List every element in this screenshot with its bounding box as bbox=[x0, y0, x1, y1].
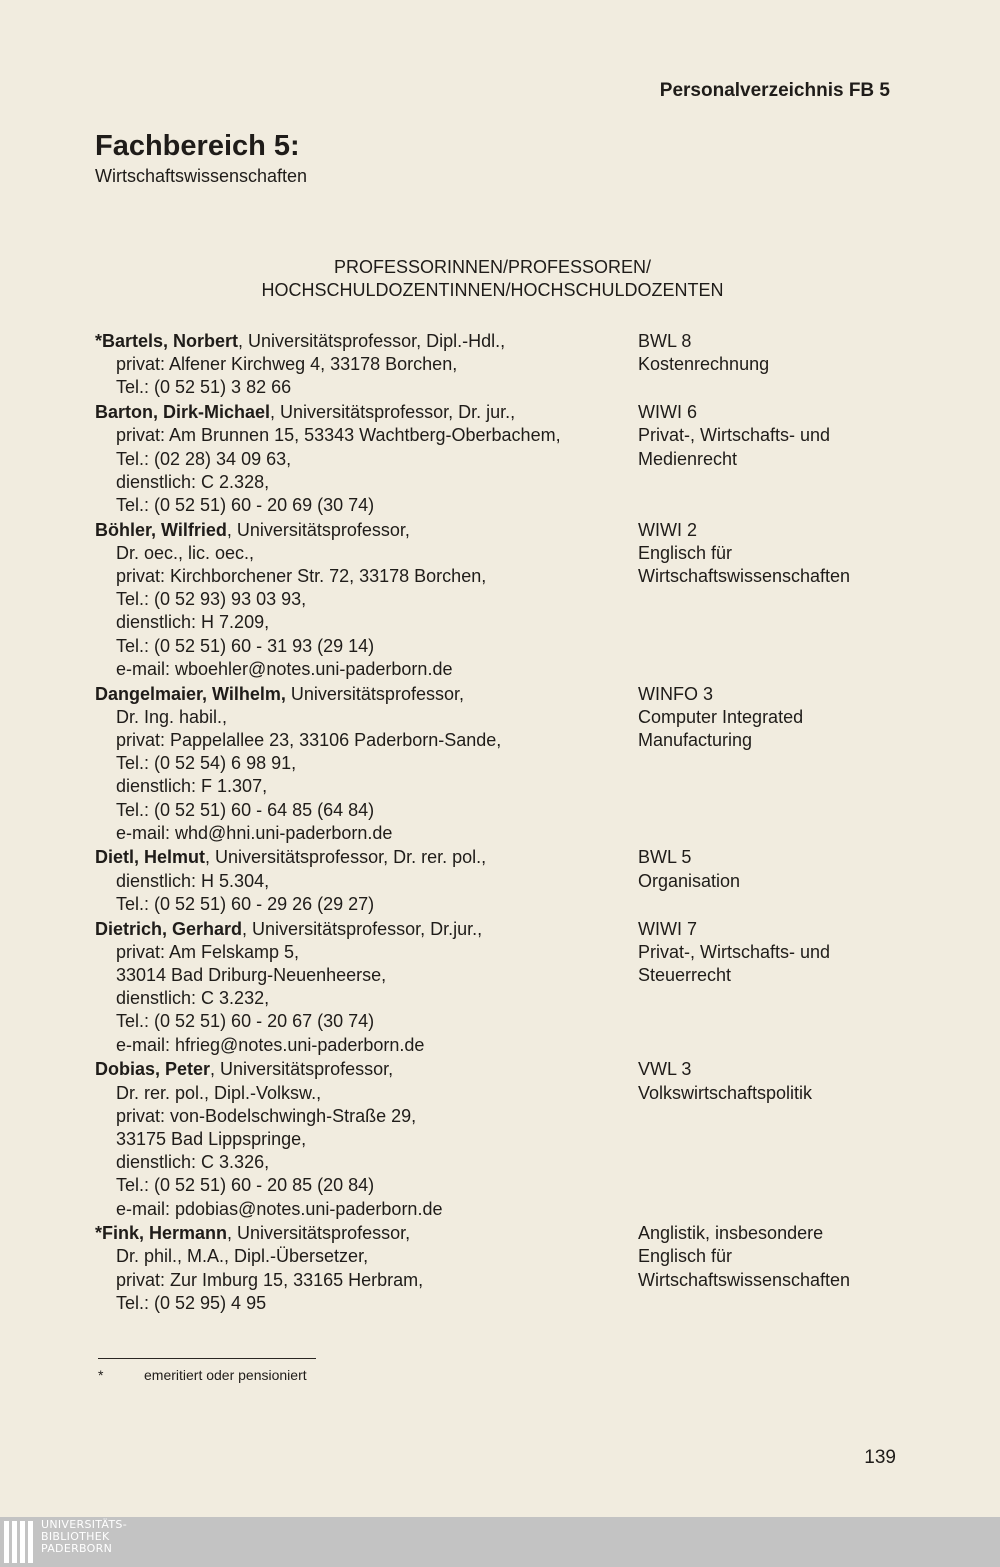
staff-entry-details bbox=[95, 683, 638, 845]
subject-area-line: Englisch für bbox=[638, 1246, 733, 1267]
staff-name-line bbox=[95, 401, 638, 424]
subject-area-line: WINFO 3 bbox=[638, 683, 713, 704]
staff-detail-line: Tel.: (0 52 54) 6 98 91, bbox=[116, 753, 297, 774]
library-logo-line-3: PADERBORN bbox=[41, 1542, 113, 1555]
staff-title: , Universitätsprofessor, bbox=[226, 519, 410, 540]
staff-detail-line: Tel.: (0 52 93) 93 03 93, bbox=[116, 589, 307, 610]
footer-bar bbox=[0, 1517, 1000, 1567]
section-heading-line-2: HOCHSCHULDOZENTINNEN/HOCHSCHULDOZENTEN bbox=[261, 280, 724, 300]
staff-subject-area bbox=[638, 918, 895, 1057]
department-subtitle: Wirtschaftswissenschaften bbox=[95, 166, 308, 186]
staff-detail-line: privat: Alfener Kirchweg 4, 33178 Borchen, bbox=[116, 354, 458, 375]
staff-detail-line: Tel.: (0 52 51) 60 - 20 69 (30 74) bbox=[116, 494, 375, 515]
staff-detail-line: Dr. oec., lic. oec., bbox=[116, 542, 255, 563]
staff-subject-area bbox=[638, 1058, 895, 1220]
staff-subject-area bbox=[638, 1222, 895, 1315]
staff-title: Universitätsprofessor, bbox=[285, 683, 464, 704]
subject-area-line: Wirtschaftswissenschaften bbox=[638, 1269, 851, 1290]
staff-name: Dangelmaier, Wilhelm, bbox=[95, 683, 286, 704]
library-logo bbox=[4, 1519, 127, 1563]
subject-area-line: Privat-, Wirtschafts- und bbox=[638, 425, 831, 446]
running-head: Personalverzeichnis FB 5 bbox=[659, 80, 890, 101]
staff-detail-line: e-mail: wboehler@notes.uni-paderborn.de bbox=[116, 658, 453, 679]
staff-detail-line: dienstlich: C 3.326, bbox=[116, 1152, 270, 1173]
staff-detail-line: Dr. rer. pol., Dipl.-Volksw., bbox=[116, 1082, 322, 1103]
staff-detail-line: dienstlich: C 2.328, bbox=[116, 471, 270, 492]
staff-entry bbox=[95, 1058, 895, 1220]
staff-detail-line: Tel.: (0 52 95) 4 95 bbox=[116, 1292, 267, 1313]
subject-area-line: WIWI 2 bbox=[638, 519, 697, 540]
staff-subject-area bbox=[638, 683, 895, 845]
staff-entry bbox=[95, 918, 895, 1057]
staff-subject-area bbox=[638, 846, 895, 916]
staff-title: , Universitätsprofessor, Dr. rer. pol., bbox=[205, 847, 487, 868]
staff-entry-details bbox=[95, 1058, 638, 1220]
subject-area-line: Kostenrechnung bbox=[638, 354, 770, 375]
subject-area-line: WIWI 6 bbox=[638, 402, 697, 423]
section-heading bbox=[140, 256, 845, 302]
staff-detail-line: privat: Kirchborchener Str. 72, 33178 Borchen, bbox=[116, 566, 487, 587]
staff-subject-area bbox=[638, 519, 895, 681]
subject-area-line: Steuerrecht bbox=[638, 964, 732, 985]
staff-title: , Universitätsprofessor, bbox=[210, 1059, 394, 1080]
subject-area-line: Volkswirtschaftspolitik bbox=[638, 1082, 813, 1103]
staff-name: Dietrich, Gerhard bbox=[95, 918, 243, 939]
staff-subject-area bbox=[638, 401, 895, 517]
staff-detail-line: e-mail: whd@hni.uni-paderborn.de bbox=[116, 822, 393, 843]
subject-area-line: Manufacturing bbox=[638, 729, 753, 750]
subject-area-line: Anglistik, insbesondere bbox=[638, 1223, 824, 1244]
staff-detail-line: privat: Am Felskamp 5, bbox=[116, 941, 300, 962]
subject-area-line: Computer Integrated bbox=[638, 706, 804, 727]
footnote-divider bbox=[98, 1358, 316, 1359]
staff-name: Böhler, Wilfried bbox=[95, 519, 227, 540]
staff-entry bbox=[95, 846, 895, 916]
staff-detail-line: Tel.: (0 52 51) 60 - 64 85 (64 84) bbox=[116, 799, 375, 820]
staff-title: , Universitätsprofessor, Dipl.-Hdl., bbox=[238, 331, 506, 351]
staff-entry bbox=[95, 330, 895, 400]
staff-entry bbox=[95, 1222, 895, 1315]
library-logo-text bbox=[41, 1519, 127, 1555]
staff-detail-line: privat: von-Bodelschwingh-Straße 29, bbox=[116, 1105, 417, 1126]
staff-name: Dobias, Peter bbox=[95, 1059, 211, 1080]
staff-name: Barton, Dirk-Michael bbox=[95, 402, 271, 423]
staff-entry-details bbox=[95, 1222, 638, 1315]
staff-title: , Universitätsprofessor, Dr.jur., bbox=[242, 918, 483, 939]
staff-detail-line: Tel.: (0 52 51) 3 82 66 bbox=[116, 377, 292, 398]
department-title: Fachbereich 5: bbox=[95, 130, 300, 162]
staff-name: *Bartels, Norbert bbox=[95, 331, 239, 351]
library-logo-bars-icon bbox=[4, 1521, 33, 1563]
staff-entry-details bbox=[95, 519, 638, 681]
staff-detail-line: dienstlich: C 3.232, bbox=[116, 988, 270, 1009]
staff-entry bbox=[95, 519, 895, 681]
staff-entry-details bbox=[95, 330, 638, 400]
staff-list bbox=[95, 330, 895, 1317]
staff-detail-line: dienstlich: H 7.209, bbox=[116, 612, 270, 633]
subject-area-line: Englisch für bbox=[638, 542, 733, 563]
staff-subject-area bbox=[638, 330, 895, 400]
staff-detail-line: privat: Am Brunnen 15, 53343 Wachtberg-Oberbachem, bbox=[116, 425, 561, 446]
staff-entry bbox=[95, 401, 895, 517]
staff-detail-line: Tel.: (0 52 51) 60 - 20 67 (30 74) bbox=[116, 1011, 375, 1032]
staff-name-line bbox=[95, 519, 638, 542]
staff-detail-line: Tel.: (0 52 51) 60 - 31 93 (29 14) bbox=[116, 635, 375, 656]
staff-detail-line: Tel.: (02 28) 34 09 63, bbox=[116, 448, 292, 469]
staff-detail-line: Tel.: (0 52 51) 60 - 20 85 (20 84) bbox=[116, 1175, 375, 1196]
footnote-mark: * bbox=[98, 1367, 104, 1383]
staff-name: Dietl, Helmut bbox=[95, 847, 206, 868]
staff-name-line bbox=[95, 683, 638, 706]
subject-area-line: WIWI 7 bbox=[638, 918, 697, 939]
subject-area-line: Wirtschaftswissenschaften bbox=[638, 566, 851, 587]
footnote bbox=[98, 1367, 307, 1383]
section-heading-line-1: PROFESSORINNEN/PROFESSOREN/ bbox=[333, 257, 652, 277]
staff-detail-line: Dr. Ing. habil., bbox=[116, 706, 228, 727]
staff-detail-line: 33014 Bad Driburg-Neuenheerse, bbox=[116, 964, 387, 985]
staff-name-line bbox=[95, 330, 638, 353]
staff-entry-details bbox=[95, 918, 638, 1057]
library-logo-line-2: BIBLIOTHEK bbox=[41, 1530, 110, 1543]
staff-entry bbox=[95, 683, 895, 845]
staff-detail-line: e-mail: hfrieg@notes.uni-paderborn.de bbox=[116, 1034, 425, 1055]
staff-name-line bbox=[95, 1222, 638, 1245]
subject-area-line: Medienrecht bbox=[638, 448, 738, 469]
staff-entry-details bbox=[95, 401, 638, 517]
staff-detail-line: 33175 Bad Lippspringe, bbox=[116, 1128, 307, 1149]
staff-name-line bbox=[95, 918, 638, 941]
subject-area-line: BWL 5 bbox=[638, 847, 692, 868]
staff-detail-line: Tel.: (0 52 51) 60 - 29 26 (29 27) bbox=[116, 893, 375, 914]
subject-area-line: Privat-, Wirtschafts- und bbox=[638, 941, 831, 962]
page-number: 139 bbox=[864, 1447, 896, 1468]
staff-title: , Universitätsprofessor, Dr. jur., bbox=[270, 402, 516, 423]
staff-detail-line: privat: Pappelallee 23, 33106 Paderborn-Sande, bbox=[116, 729, 502, 750]
staff-detail-line: e-mail: pdobias@notes.uni-paderborn.de bbox=[116, 1198, 443, 1219]
staff-name-line bbox=[95, 846, 638, 869]
subject-area-line: Organisation bbox=[638, 870, 741, 891]
staff-detail-line: privat: Zur Imburg 15, 33165 Herbram, bbox=[116, 1269, 424, 1290]
subject-area-line: VWL 3 bbox=[638, 1059, 692, 1080]
footnote-text: emeritiert oder pensioniert bbox=[144, 1367, 307, 1383]
staff-title: , Universitätsprofessor, bbox=[227, 1223, 411, 1244]
staff-detail-line: dienstlich: H 5.304, bbox=[116, 870, 270, 891]
staff-entry-details bbox=[95, 846, 638, 916]
library-logo-line-1: UNIVERSITÄTS- bbox=[41, 1518, 127, 1531]
staff-name: *Fink, Hermann bbox=[95, 1223, 228, 1244]
staff-detail-line: Dr. phil., M.A., Dipl.-Übersetzer, bbox=[116, 1246, 369, 1267]
staff-name-line bbox=[95, 1058, 638, 1081]
staff-detail-line: dienstlich: F 1.307, bbox=[116, 776, 268, 797]
subject-area-line: BWL 8 bbox=[638, 331, 692, 351]
